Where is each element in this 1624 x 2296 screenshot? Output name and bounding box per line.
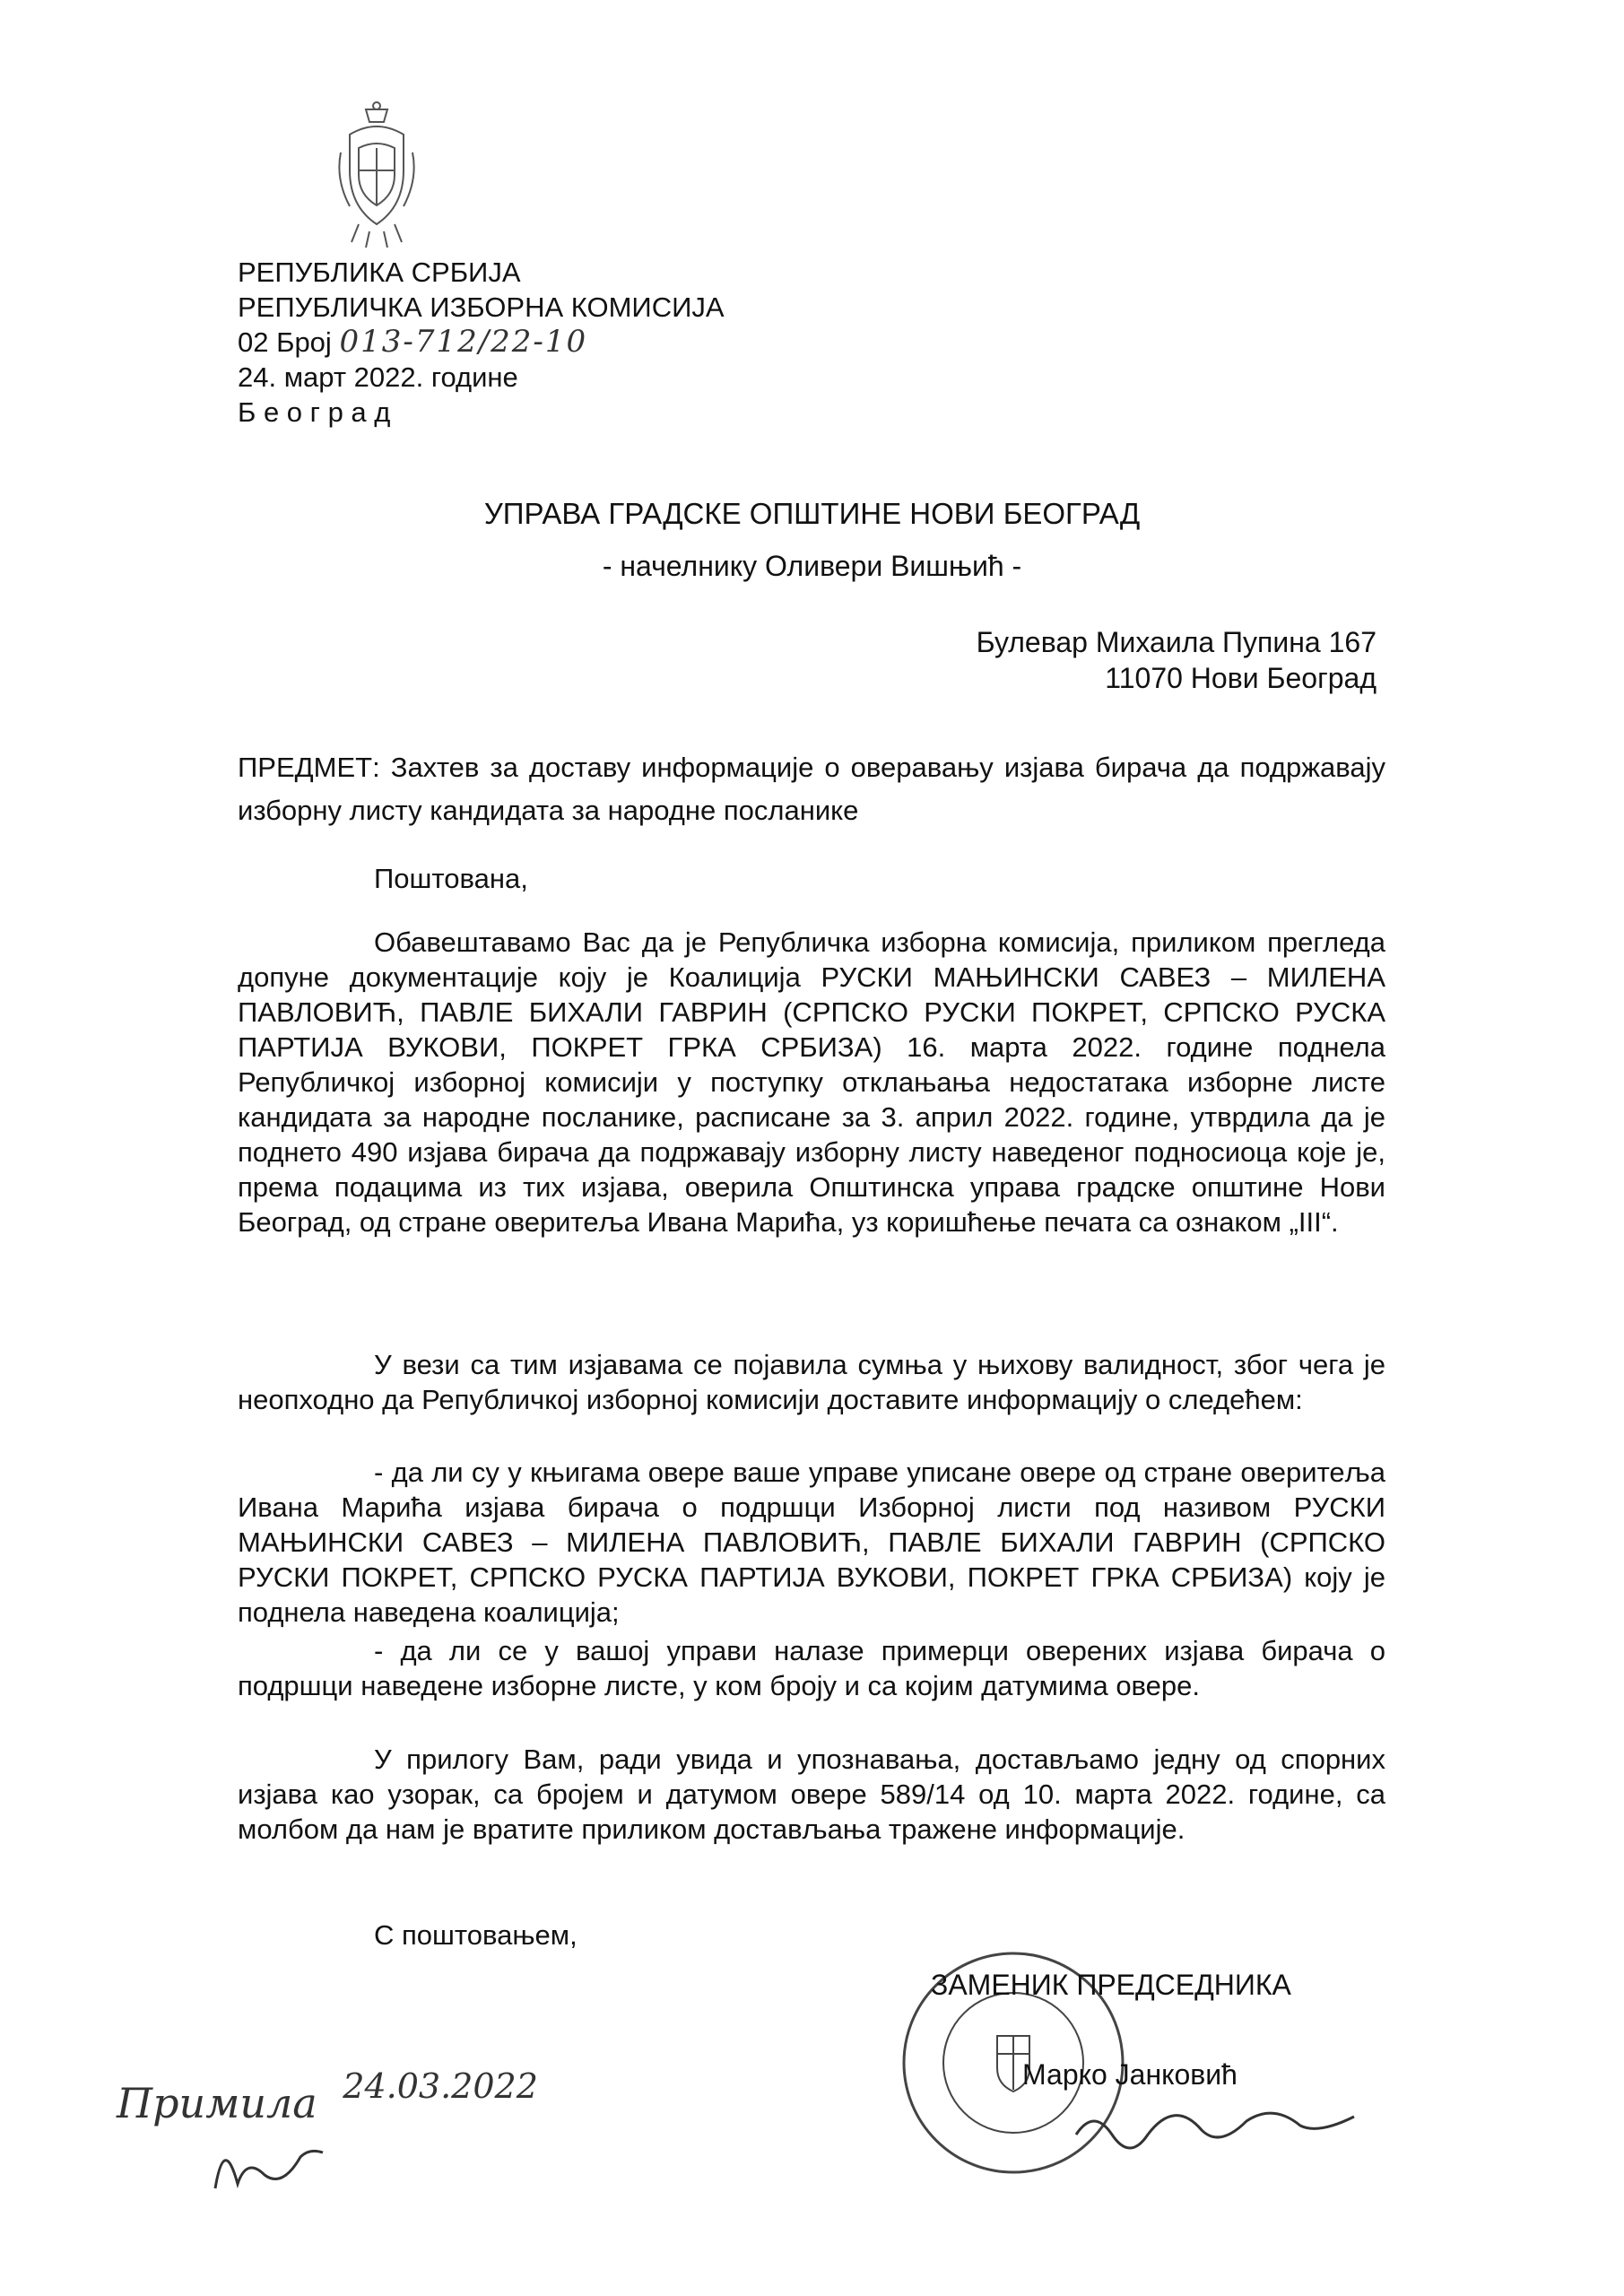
paragraph-3: - да ли су у књигама овере ваше управе уписане овере од стране оверитеља Ивана Марића изјава бирача о подршци Изборној листи под називом РУСКИ МАЊИНСКИ САВЕЗ – МИЛЕНА ПАВЛОВИЋ, ПАВЛЕ БИХАЛИ ГАВРИН (СРПСКО РУСКИ ПОКРЕТ, СРПСКО РУСКА ПАРТИЈА ВУКОВИ, ПОКРЕТ ГРКА СРБИЗА) коју је поднела наведена коалиција; [238, 1457, 1385, 1628]
subject: ПРЕДМЕТ: Захтев за доставу информације о оверавању изјава бирача да подржавају изборну листу кандидата за народне посланике [238, 752, 1385, 826]
recipient-street: Булевар Михаила Пупина 167 [976, 626, 1376, 658]
header-number-line [238, 325, 587, 360]
paragraph-1: Обавештавамо Вас да је Републичка изборна комисија, приликом прегледа допуне документације коју је Коалиција РУСКИ МАЊИНСКИ САВЕЗ – МИЛЕНА ПАВЛОВИЋ, ПАВЛЕ БИХАЛИ ГАВРИН (СРПСКО РУСКИ ПОКРЕТ, СРПСКО РУСКА ПАРТИЈА ВУКОВИ, ПОКРЕТ ГРКА СРБИЗА) 16. марта 2022. године поднела Републичкој изборној комисији у поступку отклањања недостатака изборне листе кандидата за народне посланике, расписане за 3. април 2022. године, утврдила да је поднето 490 изјава бирача да подржавају изборну листу наведеног подносиоца које је, према подацима из тих изјава, оверила Општинска управа градске општине Нови Београд, од стране оверитеља Ивана Марића, уз коришћење печата са ознаком „III“. [238, 926, 1385, 1238]
paragraph-5: У прилогу Вам, ради увида и упознавања, достављамо једну од спорних изјава као узорак, са бројем и датумом овере 589/14 од 10. марта 2022. године, са молбом да нам је вратите приликом достављања тражене информације. [238, 1744, 1385, 1845]
handwritten-received-note [117, 2066, 538, 2127]
header-number-handwritten: 013-712/22-10 [339, 324, 588, 360]
recipient-postal-city: 11070 Нови Београд [1105, 662, 1376, 694]
paragraph-2: У вези са тим изјавама се појавила сумња у њихову валидност, због чега је неопходно да Републичкој изборној комисији доставите информацију о следећем: [238, 1349, 1385, 1415]
handwritten-received-word: Примила [117, 2079, 317, 2127]
signature-name: Марко Јанковић [1022, 2058, 1238, 2091]
handwritten-initials-icon [206, 2126, 332, 2197]
coat-of-arms-icon [332, 99, 421, 256]
paragraph-4: - да ли се у вашој управи налазе примерци оверених изјава бирача о подршци наведене изборне листе, у ком броју и са којим датумима овере. [238, 1635, 1385, 1701]
handwritten-signature-icon [1067, 2090, 1363, 2161]
header-commission: РЕПУБЛИЧКА ИЗБОРНА КОМИСИЈА [238, 291, 725, 323]
signature-block [888, 1937, 1390, 2170]
header-date: 24. март 2022. године [238, 361, 518, 393]
recipient-office: УПРАВА ГРАДСКЕ ОПШТИНЕ НОВИ БЕОГРАД [483, 497, 1141, 530]
header-city: Б е о г р а д [238, 396, 391, 428]
signature-title: ЗАМЕНИК ПРЕДСЕДНИКА [931, 1969, 1291, 2001]
recipient-person: - начелнику Оливери Вишњић - [602, 550, 1022, 582]
salutation: Поштована, [374, 863, 528, 894]
handwritten-received-date: 24.03.2022 [343, 2066, 538, 2106]
closing: С поштовањем, [374, 1919, 578, 1951]
header-number-label: 02 Број [238, 326, 332, 358]
header-country: РЕПУБЛИКА СРБИЈА [238, 257, 521, 288]
